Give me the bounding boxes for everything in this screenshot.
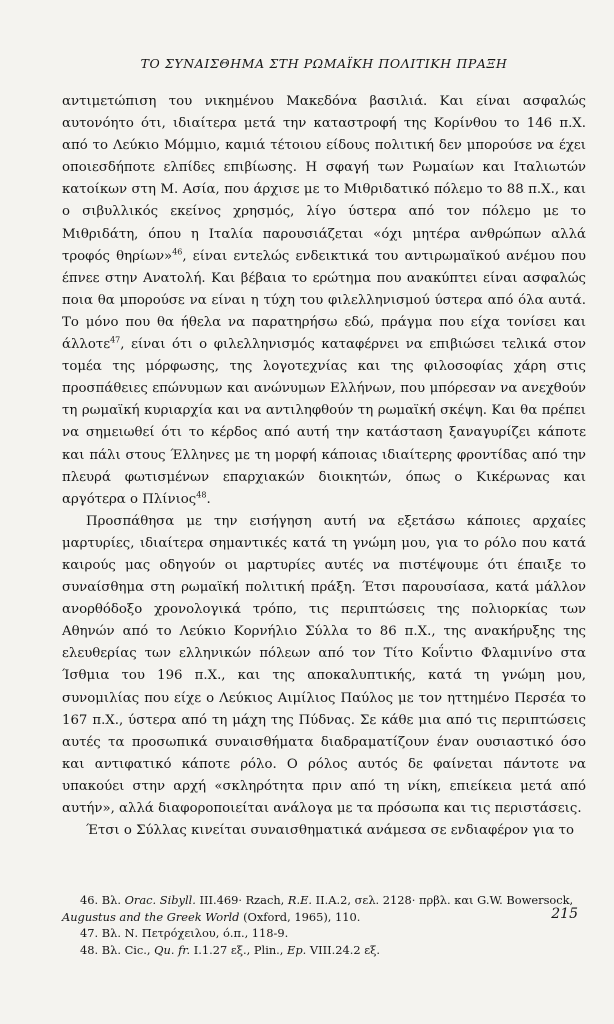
main-text [62,91,586,842]
running-title: ΤΟ ΣΥΝΑΙΣΘΗΜΑ ΣΤΗ ΡΩΜΑΪΚΗ ΠΟΛΙΤΙΚΗ ΠΡΑΞΗ [140,56,508,71]
footnote-46 [62,892,586,925]
paragraph-3: Έτσι ο Σύλλας κινείται συναισθηματικά ανάμεσα σε ενδιαφέρον για το [86,823,575,839]
paragraph-1-part-1: αντιμετώπιση του νικημένου Μακεδόνα βασιλιά. Και είναι ασφαλώς αυτονόητο ότι, ιδιαίτερα μετά την καταστροφή της Κορίνθου το 146 π.Χ. από το Λεύκιο Μόμμιο, καμιά τέτοιου είδους πολιτική δεν μπορούσε να έχει οποιεσδήποτε ελπίδες επιβίωσης. Η σφαγή των Ρωμαίων και Ιταλιωτών κατοίκων στη Μ. Ασία, που άρχισε με το Μιθριδατικό πόλεμο το 88 π.Χ., και ο σιβυλλικός εκείνος χρησμός, λίγο ύστερα από τον πόλεμο με το Μιθριδάτη, όπου η Ιταλία παρουσιάζεται «όχι μητέρα ανθρώπων αλλά τροφός θηρίων» [62,94,586,264]
paragraph-1-part-3: , είναι ότι ο φιλελληνισμός καταφέρνει να επιβιώσει τελικά στον τομέα της μόρφωσης, της λογοτεχνίας και της φιλοσοφίας χάρη στις προσπάθειες επώνυμων και ανώνυμων Ελλήνων, που μπόρεσαν να ανεχθούν τη ρωμαϊκή κυριαρχία και να αντιληφθούν τη ρωμαϊκή σκέψη. Και θα πρέπει να σημειωθεί ότι το κέρδος από αυτή την κατάσταση ξαναγυρίζει κάποτε και πάλι στους Έλληνες με τη μορφή κάποιας ιδιαίτερης φροντίδας από την πλευρά φωτισμένων επαρχιακών διοικητών, όπως ο Κικέρωνας και αργότερα ο Πλίνιος [62,337,586,507]
footnote-48-d: Ep. [287,942,307,957]
paragraph-1 [62,91,586,511]
footnote-46-f: Augustus and the Greek World [62,909,240,924]
footnote-48-c: I.1.27 εξ., Plin., [190,942,288,957]
footnote-46-c: III.469· Rzach, [195,893,288,908]
footnote-48-e: VIII.24.2 εξ. [306,942,381,957]
footnote-46-b: Orac. Sibyll. [124,893,196,908]
footnote-47: 47. Βλ. Ν. Πετρόχειλου, ό.π., 118-9. [80,926,289,941]
page-number: 215 [551,906,578,922]
footnote-46-e: II.A.2, σελ. 2128· πρβλ. και G.W. Bowersock, [312,893,574,908]
footnote-46-d: R.E. [287,893,313,908]
footnote-ref-47[interactable]: 47 [110,335,121,345]
footnote-48-a: 48. Βλ. Cic., [80,942,155,957]
footnote-46-a: 46. Βλ. [80,893,125,908]
footnote-46-g: (Oxford, 1965), 110. [239,909,361,924]
footnote-48 [62,942,586,959]
footnote-48-b: Qu. fr. [154,942,191,957]
book-page [62,56,586,959]
paragraph-2: Προσπάθησα με την εισήγηση αυτή να εξετάσω κάποιες αρχαίες μαρτυρίες, ιδιαίτερα σημαντικές κατά τη γνώμη μου, για το ρόλο που κατά καιρούς μας οδηγούν οι μαρτυρίες αυτές να πιστέψουμε ότι έπαιξε το συναίσθημα στη ρωμαϊκή πολιτική πράξη. Έτσι παρουσίασα, κατά μάλλον ανορθόδοξο χρονολογικά τρόπο, τις περιπτώσεις της πολιορκίας των Αθηνών από το Λεύκιο Κορνήλιο Σύλλα το 86 π.Χ., της ανακήρυξης της ελευθερίας των ελληνικών πόλεων από τον Τίτο Κοΐντιο Φλαμινίνο στα Ίσθμια του 196 π.Χ., και της αποκαλυπτικής, κατά τη γνώμη μου, συνομιλίας που είχε ο Λεύκιος Αιμίλιος Παύλος με τον ηττημένο Περσέα το 167 π.Χ., ύστερα από τη μάχη της Πύδνας. Σε κάθε μια από τις περιπτώσεις αυτές τα προσωπικά συναισθήματα διαδραματίζουν έναν ουσιαστικό όσο και αντιφατικό κάποτε ρόλο. Ο ρόλος αυτός δε φαίνεται πάντοτε να υπακούει στην αρχή «σκληρότητα πριν από τη νίκη, επιείκεια μετά από αυτήν», αλλά διαφοροποιείται ανάλογα με τα πρόσωπα και τις περιστάσεις. [62,513,586,816]
footnote-ref-46[interactable]: 46 [172,247,183,257]
footnotes [62,892,586,958]
paragraph-1-part-2: , είναι εντελώς ενδεικτικά του αντιρωμαϊκού ανέμου που έπνεε στην Ανατολή. Και βέβαια το ερώτημα που ανακύπτει είναι ασφαλώς ποια θα μπορούσε να είναι η τύχη του φιλελληνισμού ύστερα από όλα αυτά. Το μόνο που θα ήθελα να παρατηρήσω εδώ, πράγμα που είχα τονίσει και άλλοτε [62,248,587,353]
footnote-ref-48[interactable]: 48 [196,490,207,500]
paragraph-1-part-4: . [206,491,211,507]
